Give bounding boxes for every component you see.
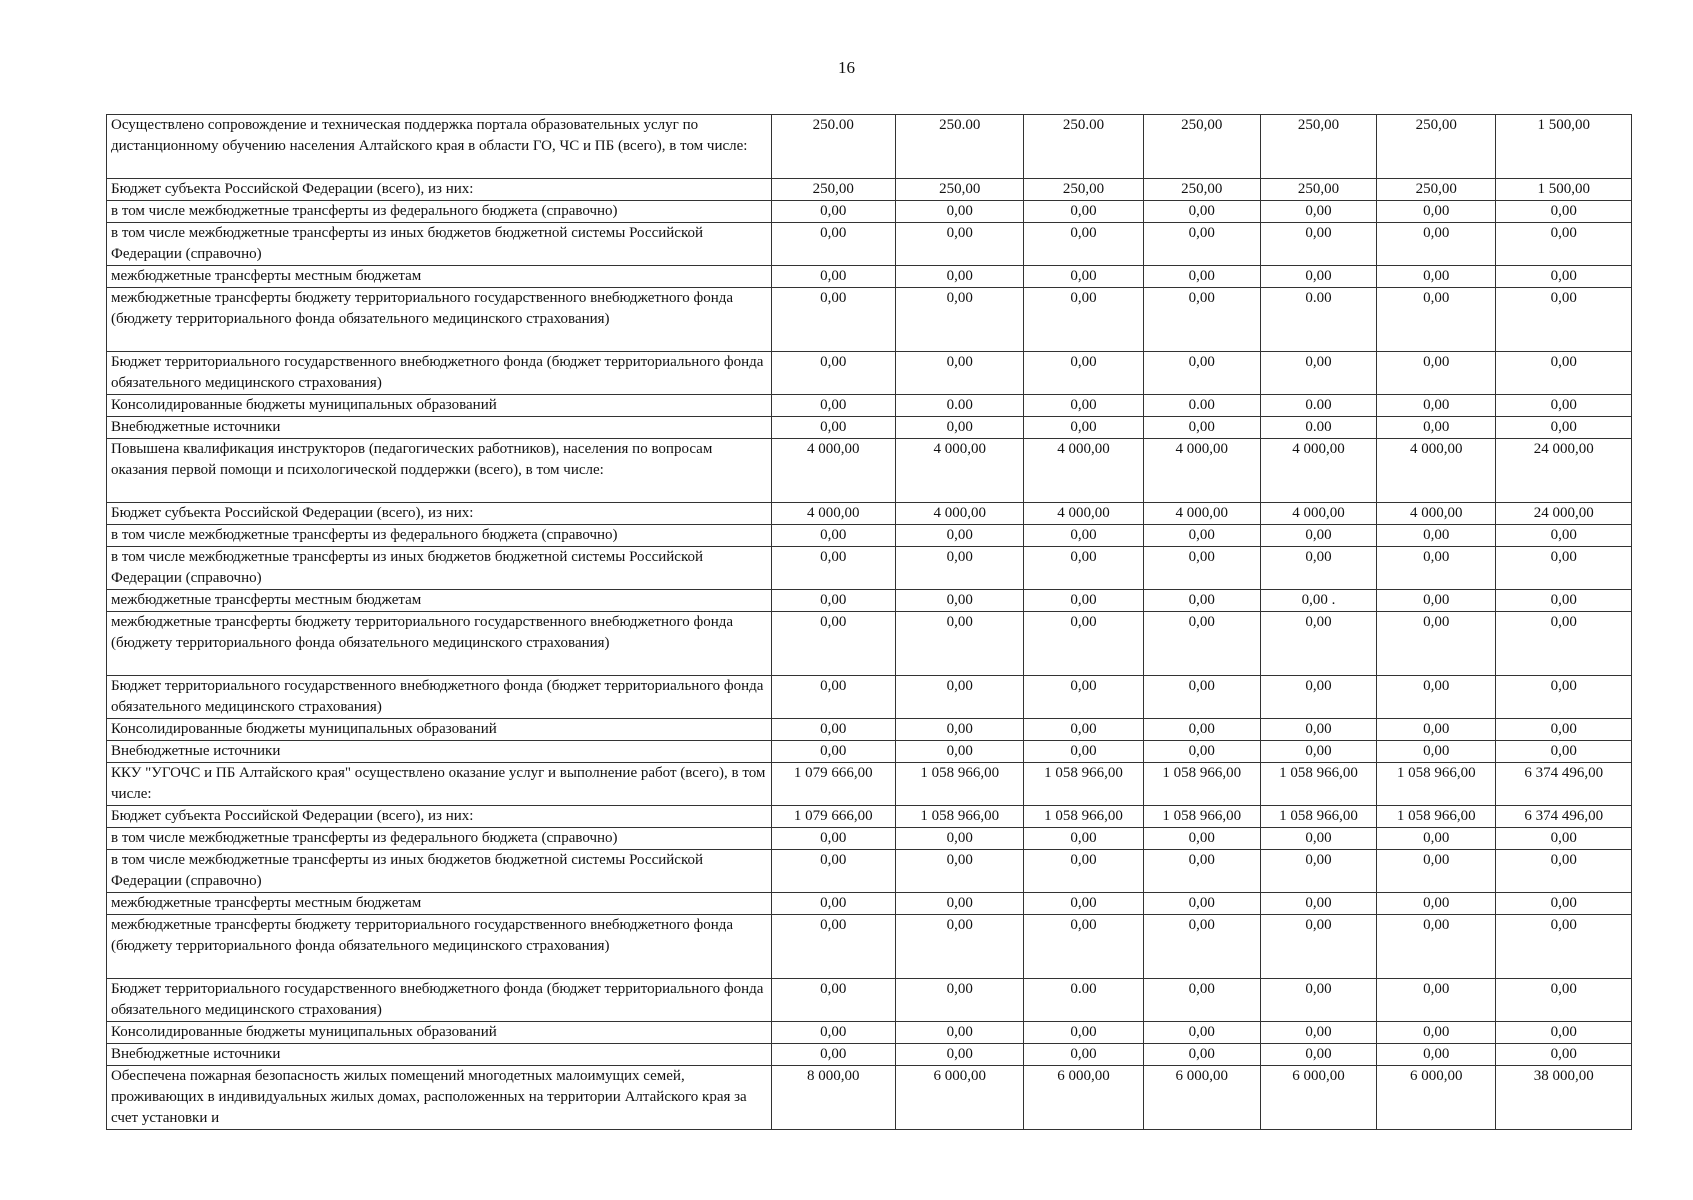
- total-value: 0,00: [1496, 547, 1632, 590]
- page-number: 16: [838, 58, 855, 77]
- table-row: [107, 893, 1632, 915]
- row-description: Бюджет территориального государственного внебюджетного фонда (бюджет территориального фонда обязательного медицинского страхования): [107, 676, 772, 719]
- year-2-value: 0,00: [895, 979, 1023, 1022]
- total-value: 0,00: [1496, 395, 1632, 417]
- total-value: 1 500,00: [1496, 179, 1632, 201]
- year-3-value: 0,00: [1024, 741, 1143, 763]
- table-row: [107, 352, 1632, 395]
- table-row: [107, 763, 1632, 806]
- year-3-value: 0,00: [1024, 676, 1143, 719]
- table-row: [107, 1066, 1632, 1130]
- year-6-value: 0,00: [1377, 893, 1496, 915]
- year-3-value: 0,00: [1024, 352, 1143, 395]
- year-6-value: 0,00: [1377, 395, 1496, 417]
- table-row: [107, 828, 1632, 850]
- year-5-value: 6 000,00: [1260, 1066, 1376, 1130]
- year-2-value: 250.00: [895, 115, 1023, 179]
- year-6-value: 4 000,00: [1377, 503, 1496, 525]
- year-2-value: 0.00: [895, 395, 1023, 417]
- year-3-value: 0,00: [1024, 525, 1143, 547]
- year-4-value: 0,00: [1143, 1044, 1260, 1066]
- total-value: 0,00: [1496, 979, 1632, 1022]
- table-row: [107, 741, 1632, 763]
- year-3-value: 0,00: [1024, 828, 1143, 850]
- year-5-value: 0,00: [1260, 525, 1376, 547]
- year-2-value: 4 000,00: [895, 439, 1023, 503]
- year-1-value: 0,00: [771, 915, 895, 979]
- year-6-value: 0,00: [1377, 979, 1496, 1022]
- year-5-value: 0,00: [1260, 352, 1376, 395]
- row-description: Внебюджетные источники: [107, 417, 772, 439]
- year-5-value: 0.00: [1260, 395, 1376, 417]
- year-5-value: 4 000,00: [1260, 503, 1376, 525]
- year-1-value: 0,00: [771, 547, 895, 590]
- year-3-value: 0,00: [1024, 395, 1143, 417]
- year-6-value: 0,00: [1377, 915, 1496, 979]
- year-1-value: 1 079 666,00: [771, 763, 895, 806]
- year-3-value: 4 000,00: [1024, 503, 1143, 525]
- year-3-value: 0,00: [1024, 266, 1143, 288]
- year-1-value: 0,00: [771, 1022, 895, 1044]
- year-5-value: 1 058 966,00: [1260, 806, 1376, 828]
- year-5-value: 0,00: [1260, 1022, 1376, 1044]
- year-1-value: 0,00: [771, 590, 895, 612]
- year-6-value: 0,00: [1377, 547, 1496, 590]
- year-2-value: 0,00: [895, 893, 1023, 915]
- total-value: 0,00: [1496, 288, 1632, 352]
- total-value: 38 000,00: [1496, 1066, 1632, 1130]
- row-description: межбюджетные трансферты местным бюджетам: [107, 893, 772, 915]
- table-row: [107, 979, 1632, 1022]
- year-3-value: 0,00: [1024, 288, 1143, 352]
- year-2-value: 0,00: [895, 288, 1023, 352]
- table-row: [107, 1044, 1632, 1066]
- year-1-value: 0,00: [771, 676, 895, 719]
- year-1-value: 8 000,00: [771, 1066, 895, 1130]
- year-4-value: 250,00: [1143, 179, 1260, 201]
- year-4-value: 0,00: [1143, 1022, 1260, 1044]
- year-4-value: 4 000,00: [1143, 503, 1260, 525]
- total-value: 0,00: [1496, 828, 1632, 850]
- year-4-value: 0,00: [1143, 741, 1260, 763]
- row-description: Бюджет территориального государственного внебюджетного фонда (бюджет территориального фонда обязательного медицинского страхования): [107, 979, 772, 1022]
- year-6-value: 0,00: [1377, 288, 1496, 352]
- year-3-value: 1 058 966,00: [1024, 763, 1143, 806]
- table-row: [107, 417, 1632, 439]
- table-row: [107, 806, 1632, 828]
- year-5-value: 0,00: [1260, 266, 1376, 288]
- year-2-value: 0,00: [895, 850, 1023, 893]
- total-value: 6 374 496,00: [1496, 806, 1632, 828]
- year-4-value: 0,00: [1143, 352, 1260, 395]
- year-6-value: 1 058 966,00: [1377, 806, 1496, 828]
- row-description: межбюджетные трансферты бюджету территориального государственного внебюджетного фонда (бюджету территориального фонда обязательного медицинского страхования): [107, 915, 772, 979]
- year-6-value: 0,00: [1377, 201, 1496, 223]
- year-2-value: 0,00: [895, 1022, 1023, 1044]
- year-1-value: 4 000,00: [771, 503, 895, 525]
- year-2-value: 0,00: [895, 741, 1023, 763]
- total-value: 6 374 496,00: [1496, 763, 1632, 806]
- row-description: Бюджет субъекта Российской Федерации (всего), из них:: [107, 503, 772, 525]
- year-4-value: 0,00: [1143, 417, 1260, 439]
- year-1-value: 250.00: [771, 115, 895, 179]
- row-description: ККУ "УГОЧС и ПБ Алтайского края" осуществлено оказание услуг и выполнение работ (всего), в том числе:: [107, 763, 772, 806]
- year-4-value: 0,00: [1143, 850, 1260, 893]
- table-row: [107, 288, 1632, 352]
- row-description: в том числе межбюджетные трансферты из иных бюджетов бюджетной системы Российской Федерации (справочно): [107, 223, 772, 266]
- year-3-value: 0,00: [1024, 590, 1143, 612]
- year-2-value: 0,00: [895, 590, 1023, 612]
- year-5-value: 1 058 966,00: [1260, 763, 1376, 806]
- total-value: 0,00: [1496, 741, 1632, 763]
- year-4-value: 250,00: [1143, 115, 1260, 179]
- year-4-value: 0,00: [1143, 525, 1260, 547]
- row-description: в том числе межбюджетные трансферты из иных бюджетов бюджетной системы Российской Федерации (справочно): [107, 547, 772, 590]
- year-2-value: 0,00: [895, 1044, 1023, 1066]
- year-6-value: 1 058 966,00: [1377, 763, 1496, 806]
- row-description: Консолидированные бюджеты муниципальных образований: [107, 1022, 772, 1044]
- year-5-value: 0,00: [1260, 1044, 1376, 1066]
- year-4-value: 0,00: [1143, 266, 1260, 288]
- row-description: Бюджет субъекта Российской Федерации (всего), из них:: [107, 806, 772, 828]
- year-2-value: 0,00: [895, 352, 1023, 395]
- year-2-value: 1 058 966,00: [895, 763, 1023, 806]
- table-row: [107, 503, 1632, 525]
- year-1-value: 0,00: [771, 288, 895, 352]
- row-description: Консолидированные бюджеты муниципальных образований: [107, 395, 772, 417]
- year-1-value: 0,00: [771, 201, 895, 223]
- year-4-value: 0,00: [1143, 201, 1260, 223]
- year-1-value: 0,00: [771, 266, 895, 288]
- year-5-value: 0.00: [1260, 417, 1376, 439]
- total-value: 0,00: [1496, 266, 1632, 288]
- year-5-value: 0,00: [1260, 741, 1376, 763]
- year-4-value: 0,00: [1143, 288, 1260, 352]
- year-2-value: 6 000,00: [895, 1066, 1023, 1130]
- year-6-value: 0,00: [1377, 417, 1496, 439]
- table-row: [107, 719, 1632, 741]
- year-3-value: 1 058 966,00: [1024, 806, 1143, 828]
- total-value: 24 000,00: [1496, 439, 1632, 503]
- row-description: Бюджет территориального государственного внебюджетного фонда (бюджет территориального фонда обязательного медицинского страхования): [107, 352, 772, 395]
- total-value: 0,00: [1496, 676, 1632, 719]
- year-6-value: 6 000,00: [1377, 1066, 1496, 1130]
- year-2-value: 0,00: [895, 612, 1023, 676]
- table-row: [107, 850, 1632, 893]
- year-6-value: 4 000,00: [1377, 439, 1496, 503]
- year-6-value: 0,00: [1377, 266, 1496, 288]
- table-row: [107, 915, 1632, 979]
- year-3-value: 0,00: [1024, 417, 1143, 439]
- year-3-value: 250,00: [1024, 179, 1143, 201]
- row-description: Консолидированные бюджеты муниципальных образований: [107, 719, 772, 741]
- row-description: межбюджетные трансферты бюджету территориального государственного внебюджетного фонда (бюджету территориального фонда обязательного медицинского страхования): [107, 612, 772, 676]
- year-6-value: 0,00: [1377, 828, 1496, 850]
- year-1-value: 0,00: [771, 612, 895, 676]
- year-3-value: 0,00: [1024, 201, 1143, 223]
- total-value: 0,00: [1496, 1022, 1632, 1044]
- row-description: в том числе межбюджетные трансферты из федерального бюджета (справочно): [107, 525, 772, 547]
- year-2-value: 250,00: [895, 179, 1023, 201]
- year-4-value: 0.00: [1143, 395, 1260, 417]
- year-1-value: 4 000,00: [771, 439, 895, 503]
- year-2-value: 0,00: [895, 525, 1023, 547]
- table-row: [107, 439, 1632, 503]
- year-4-value: 4 000,00: [1143, 439, 1260, 503]
- total-value: 0,00: [1496, 590, 1632, 612]
- year-4-value: 0,00: [1143, 915, 1260, 979]
- total-value: 0,00: [1496, 915, 1632, 979]
- year-6-value: 0,00: [1377, 719, 1496, 741]
- year-6-value: 0,00: [1377, 612, 1496, 676]
- row-description: Бюджет субъекта Российской Федерации (всего), из них:: [107, 179, 772, 201]
- row-description: Внебюджетные источники: [107, 1044, 772, 1066]
- year-6-value: 250,00: [1377, 115, 1496, 179]
- year-3-value: 6 000,00: [1024, 1066, 1143, 1130]
- year-2-value: 0,00: [895, 266, 1023, 288]
- year-2-value: 0,00: [895, 223, 1023, 266]
- year-1-value: 0,00: [771, 719, 895, 741]
- year-6-value: 0,00: [1377, 1044, 1496, 1066]
- row-description: в том числе межбюджетные трансферты из федерального бюджета (справочно): [107, 828, 772, 850]
- year-3-value: 0,00: [1024, 893, 1143, 915]
- total-value: 0,00: [1496, 352, 1632, 395]
- year-5-value: 0,00: [1260, 223, 1376, 266]
- row-description: Обеспечена пожарная безопасность жилых помещений многодетных малоимущих семей, проживающих в индивидуальных жилых домах, расположенных на территории Алтайского края за счет установки и: [107, 1066, 772, 1130]
- total-value: 0,00: [1496, 525, 1632, 547]
- total-value: 0,00: [1496, 850, 1632, 893]
- total-value: 0,00: [1496, 893, 1632, 915]
- row-description: Внебюджетные источники: [107, 741, 772, 763]
- year-5-value: 0,00: [1260, 201, 1376, 223]
- year-3-value: 250.00: [1024, 115, 1143, 179]
- year-5-value: 4 000,00: [1260, 439, 1376, 503]
- year-2-value: 0,00: [895, 915, 1023, 979]
- year-4-value: 0,00: [1143, 719, 1260, 741]
- year-2-value: 0,00: [895, 676, 1023, 719]
- row-description: Повышена квалификация инструкторов (педагогических работников), населения по вопросам оказания первой помощи и психологической поддержки (всего), в том числе:: [107, 439, 772, 503]
- year-5-value: 0,00: [1260, 612, 1376, 676]
- year-4-value: 0,00: [1143, 676, 1260, 719]
- row-description: межбюджетные трансферты местным бюджетам: [107, 266, 772, 288]
- year-3-value: 0,00: [1024, 612, 1143, 676]
- year-5-value: 0.00: [1260, 288, 1376, 352]
- year-1-value: 250,00: [771, 179, 895, 201]
- year-4-value: 0,00: [1143, 828, 1260, 850]
- year-1-value: 1 079 666,00: [771, 806, 895, 828]
- table-row: [107, 547, 1632, 590]
- year-6-value: 0,00: [1377, 1022, 1496, 1044]
- table-row: [107, 525, 1632, 547]
- table-row: [107, 395, 1632, 417]
- year-1-value: 0,00: [771, 828, 895, 850]
- year-5-value: 0,00: [1260, 915, 1376, 979]
- row-description: межбюджетные трансферты бюджету территориального государственного внебюджетного фонда (бюджету территориального фонда обязательного медицинского страхования): [107, 288, 772, 352]
- year-2-value: 0,00: [895, 719, 1023, 741]
- table-row: [107, 1022, 1632, 1044]
- year-1-value: 0,00: [771, 223, 895, 266]
- year-3-value: 0,00: [1024, 1044, 1143, 1066]
- year-4-value: 0,00: [1143, 979, 1260, 1022]
- year-1-value: 0,00: [771, 1044, 895, 1066]
- row-description: Осуществлено сопровождение и техническая поддержка портала образовательных услуг по дистанционному обучению населения Алтайского края в области ГО, ЧС и ПБ (всего), в том числе:: [107, 115, 772, 179]
- year-1-value: 0,00: [771, 417, 895, 439]
- total-value: 0,00: [1496, 417, 1632, 439]
- budget-table: [106, 114, 1632, 1130]
- year-5-value: 250,00: [1260, 179, 1376, 201]
- year-6-value: 0,00: [1377, 850, 1496, 893]
- year-3-value: 0,00: [1024, 223, 1143, 266]
- year-5-value: 0,00: [1260, 893, 1376, 915]
- year-1-value: 0,00: [771, 395, 895, 417]
- year-1-value: 0,00: [771, 352, 895, 395]
- table-row: [107, 676, 1632, 719]
- year-4-value: 0,00: [1143, 590, 1260, 612]
- year-6-value: 0,00: [1377, 676, 1496, 719]
- total-value: 0,00: [1496, 612, 1632, 676]
- year-5-value: 0,00: [1260, 719, 1376, 741]
- total-value: 24 000,00: [1496, 503, 1632, 525]
- year-5-value: 0,00: [1260, 850, 1376, 893]
- year-3-value: 0,00: [1024, 1022, 1143, 1044]
- year-1-value: 0,00: [771, 741, 895, 763]
- table-row: [107, 201, 1632, 223]
- year-5-value: 0,00: [1260, 828, 1376, 850]
- year-4-value: 6 000,00: [1143, 1066, 1260, 1130]
- year-4-value: 0,00: [1143, 547, 1260, 590]
- year-1-value: 0,00: [771, 525, 895, 547]
- year-6-value: 0,00: [1377, 525, 1496, 547]
- year-6-value: 0,00: [1377, 590, 1496, 612]
- table-row: [107, 590, 1632, 612]
- year-3-value: 0,00: [1024, 719, 1143, 741]
- year-3-value: 4 000,00: [1024, 439, 1143, 503]
- total-value: 0,00: [1496, 201, 1632, 223]
- row-description: в том числе межбюджетные трансферты из федерального бюджета (справочно): [107, 201, 772, 223]
- total-value: 0,00: [1496, 719, 1632, 741]
- year-1-value: 0,00: [771, 893, 895, 915]
- year-4-value: 0,00: [1143, 223, 1260, 266]
- year-1-value: 0,00: [771, 979, 895, 1022]
- row-description: межбюджетные трансферты местным бюджетам: [107, 590, 772, 612]
- year-5-value: 250,00: [1260, 115, 1376, 179]
- year-2-value: 1 058 966,00: [895, 806, 1023, 828]
- year-3-value: 0,00: [1024, 850, 1143, 893]
- year-4-value: 0,00: [1143, 893, 1260, 915]
- year-4-value: 0,00: [1143, 612, 1260, 676]
- year-6-value: 250,00: [1377, 179, 1496, 201]
- year-4-value: 1 058 966,00: [1143, 763, 1260, 806]
- year-2-value: 0,00: [895, 828, 1023, 850]
- table-row: [107, 223, 1632, 266]
- year-2-value: 0,00: [895, 201, 1023, 223]
- year-6-value: 0,00: [1377, 352, 1496, 395]
- year-5-value: 0,00: [1260, 547, 1376, 590]
- year-5-value: 0,00: [1260, 979, 1376, 1022]
- year-6-value: 0,00: [1377, 741, 1496, 763]
- total-value: 0,00: [1496, 1044, 1632, 1066]
- year-6-value: 0,00: [1377, 223, 1496, 266]
- year-5-value: 0,00: [1260, 676, 1376, 719]
- year-3-value: 0.00: [1024, 979, 1143, 1022]
- year-5-value: 0,00 .: [1260, 590, 1376, 612]
- year-1-value: 0,00: [771, 850, 895, 893]
- year-2-value: 0,00: [895, 547, 1023, 590]
- table-row: [107, 179, 1632, 201]
- year-3-value: 0,00: [1024, 547, 1143, 590]
- year-2-value: 4 000,00: [895, 503, 1023, 525]
- table-row: [107, 115, 1632, 179]
- table-row: [107, 266, 1632, 288]
- year-4-value: 1 058 966,00: [1143, 806, 1260, 828]
- year-2-value: 0,00: [895, 417, 1023, 439]
- table-row: [107, 612, 1632, 676]
- total-value: 1 500,00: [1496, 115, 1632, 179]
- row-description: в том числе межбюджетные трансферты из иных бюджетов бюджетной системы Российской Федерации (справочно): [107, 850, 772, 893]
- total-value: 0,00: [1496, 223, 1632, 266]
- year-3-value: 0,00: [1024, 915, 1143, 979]
